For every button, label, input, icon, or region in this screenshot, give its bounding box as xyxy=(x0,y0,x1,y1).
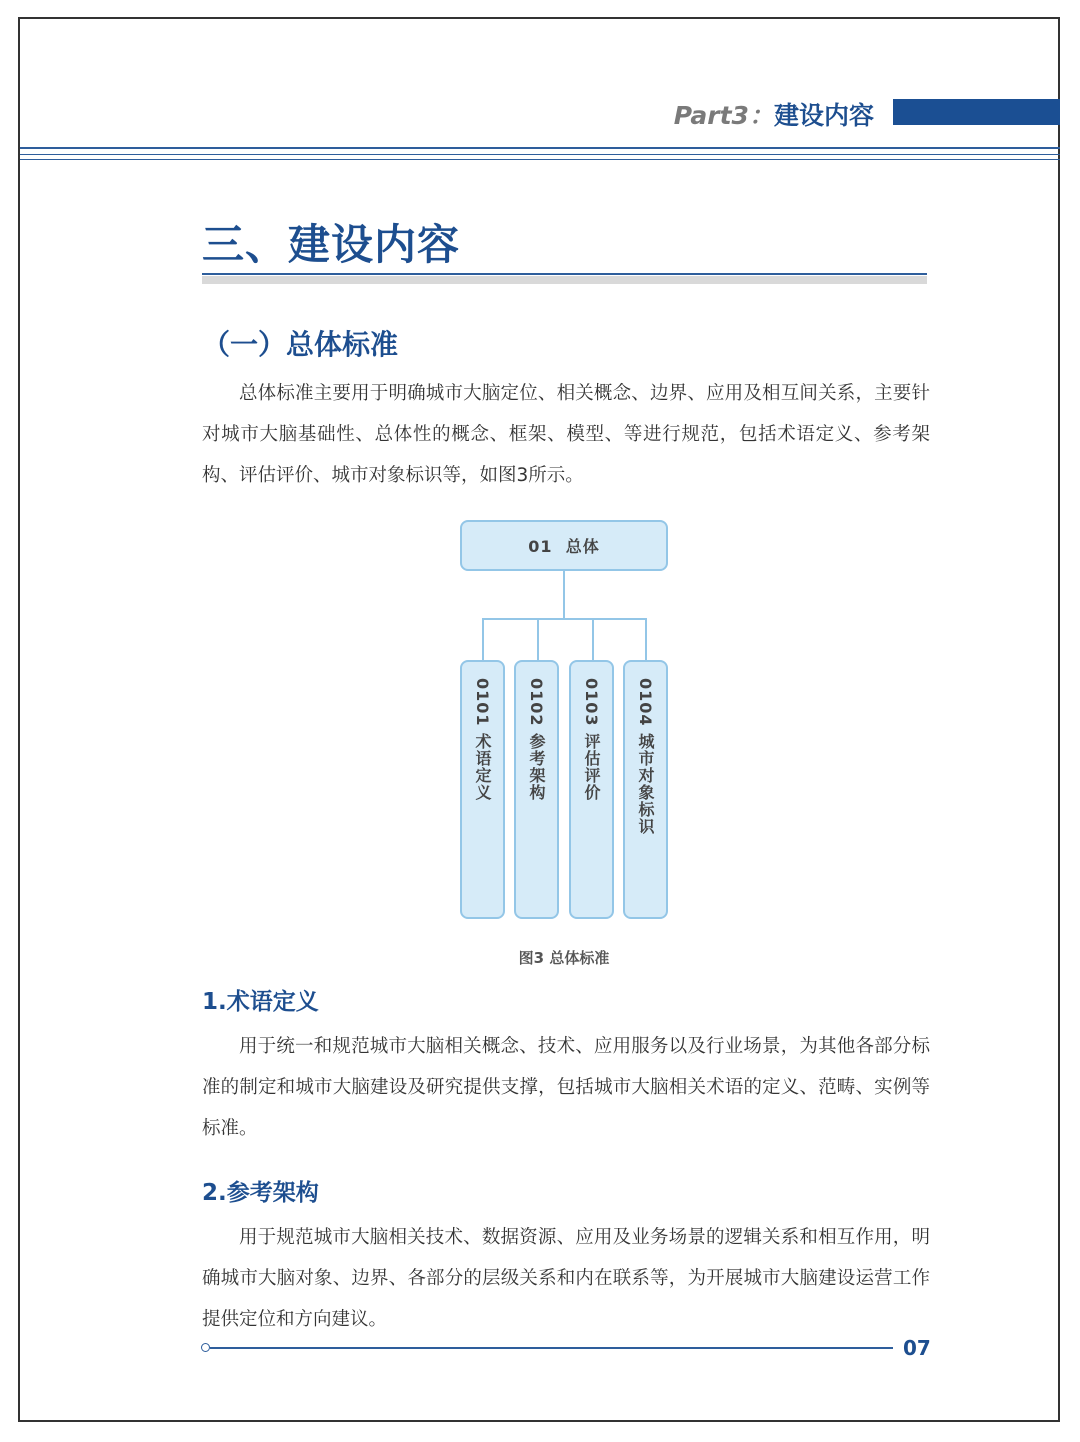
chapter-title-band xyxy=(202,276,927,284)
diagram-connector xyxy=(563,571,565,619)
header-rule xyxy=(20,147,1060,149)
figure-caption: 图3 总体标准 xyxy=(518,949,610,967)
diagram-root-box xyxy=(460,520,668,571)
diagram-connector xyxy=(482,618,646,620)
diagram-child-label: 0102 参考架构 xyxy=(527,678,546,802)
footer-circle-marker xyxy=(201,1343,210,1352)
running-header xyxy=(674,96,874,132)
header-rule xyxy=(20,159,1060,160)
chapter-title: 三、建设内容 xyxy=(202,220,461,269)
subsection-title: 1.术语定义 xyxy=(202,989,319,1015)
diagram-connector xyxy=(482,618,484,660)
header-rule xyxy=(20,154,1060,155)
subsection-paragraph: 用于统一和规范城市大脑相关概念、技术、应用服务以及行业场景，为其他各部分标准的制定和城市大脑建设及研究提供支撑，包括城市大脑相关术语的定义、范畴、实例等标准。 xyxy=(202,1036,930,1139)
section-title: （一）总体标准 xyxy=(202,328,399,361)
diagram-child-label: 0101 术语定义 xyxy=(473,678,492,802)
diagram-child-label: 0104 城市对象标识 xyxy=(636,678,655,836)
diagram-child-label: 0103 评估评价 xyxy=(582,678,601,802)
diagram-child-box xyxy=(569,660,614,919)
header-accent-bar xyxy=(893,99,1060,125)
structure-diagram xyxy=(455,515,675,925)
subsection-title: 2.参考架构 xyxy=(202,1180,319,1206)
header-part-label: Part3 xyxy=(673,101,749,130)
diagram-connector xyxy=(537,618,539,660)
footer-rule xyxy=(210,1347,893,1349)
page-number: 07 xyxy=(903,1336,931,1360)
header-separator: ： xyxy=(748,101,774,130)
diagram-connector xyxy=(592,618,594,660)
diagram-connector xyxy=(645,618,647,660)
diagram-child-box xyxy=(460,660,505,919)
section-paragraph: 总体标准主要用于明确城市大脑定位、相关概念、边界、应用及相互间关系，主要针对城市大脑基础性、总体性的概念、框架、模型、等进行规范，包括术语定义、参考架构、评估评价、城市对象标识等，如图3所示。 xyxy=(202,383,930,486)
header-section-title: 建设内容 xyxy=(773,101,874,130)
chapter-title-rule xyxy=(202,273,927,275)
diagram-root-label: 01 总体 xyxy=(528,537,600,556)
diagram-child-box xyxy=(514,660,559,919)
diagram-child-box xyxy=(623,660,668,919)
subsection-paragraph: 用于规范城市大脑相关技术、数据资源、应用及业务场景的逻辑关系和相互作用，明确城市大脑对象、边界、各部分的层级关系和内在联系等，为开展城市大脑建设运营工作提供定位和方向建议。 xyxy=(202,1227,930,1330)
